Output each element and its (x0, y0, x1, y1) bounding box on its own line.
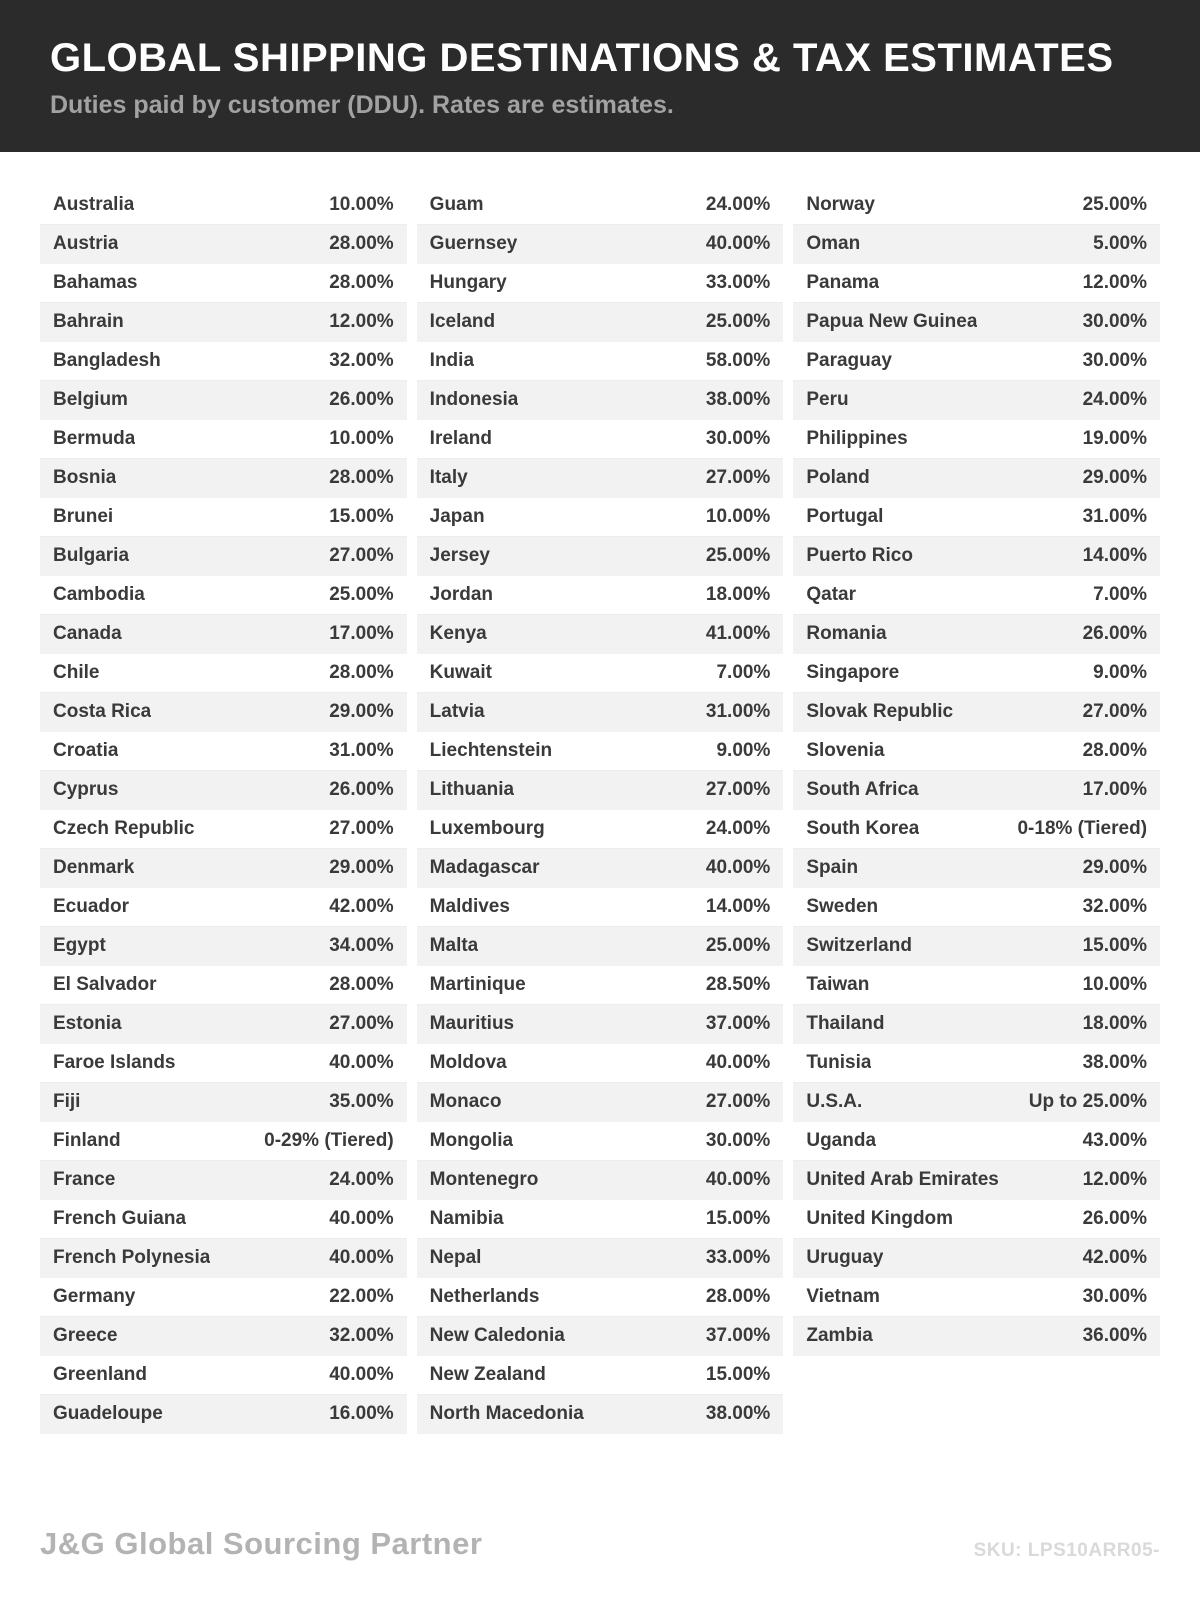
country-name: Maldives (429, 896, 510, 917)
tax-rate: 24.00% (1082, 389, 1148, 410)
country-name: Martinique (429, 974, 526, 995)
country-name: Malta (429, 935, 479, 956)
table-row (40, 1005, 407, 1044)
country-name: Latvia (429, 701, 485, 722)
tax-rate: 25.00% (1082, 194, 1148, 215)
table-row (417, 1278, 784, 1317)
table-row (40, 420, 407, 459)
tax-rate: 0-18% (Tiered) (1017, 818, 1148, 839)
tax-rate: 24.00% (705, 194, 771, 215)
country-name: Uganda (806, 1130, 877, 1151)
country-name: Czech Republic (53, 818, 195, 839)
tax-rate: 17.00% (329, 623, 394, 644)
country-name: Guam (429, 194, 484, 215)
table-row (793, 1161, 1160, 1200)
tax-rate: 15.00% (705, 1208, 771, 1229)
tax-rate: 30.00% (1082, 311, 1148, 332)
country-name: Croatia (53, 740, 119, 761)
country-name: Peru (806, 389, 849, 410)
country-name: New Caledonia (429, 1325, 565, 1346)
table-row (40, 1356, 407, 1395)
country-name: Norway (806, 194, 875, 215)
country-name: Bermuda (53, 428, 136, 449)
country-name: Thailand (806, 1013, 885, 1034)
tax-rate: 29.00% (1082, 467, 1148, 488)
country-name: Cambodia (53, 584, 145, 605)
country-name: Guernsey (429, 233, 518, 254)
country-name: Switzerland (806, 935, 912, 956)
table-row (417, 420, 784, 459)
table-row (793, 459, 1160, 498)
table-row (40, 966, 407, 1005)
table-row (40, 927, 407, 966)
page-title: GLOBAL SHIPPING DESTINATIONS & TAX ESTIMATES (50, 36, 1114, 80)
country-name: Slovenia (806, 740, 885, 761)
table-row (417, 732, 784, 771)
table-row (40, 1200, 407, 1239)
rates-table (40, 186, 1160, 1434)
country-name: Qatar (806, 584, 856, 605)
country-name: Namibia (429, 1208, 504, 1229)
tax-rate: 35.00% (329, 1091, 394, 1112)
table-row (40, 654, 407, 693)
rates-column-1 (40, 186, 407, 1434)
table-row (417, 693, 784, 732)
table-row (417, 576, 784, 615)
tax-rate: 38.00% (705, 389, 771, 410)
tax-rate: 14.00% (1082, 545, 1148, 566)
country-name: Hungary (429, 272, 507, 293)
tax-rate: 27.00% (329, 818, 394, 839)
tax-rate: 28.00% (329, 233, 394, 254)
country-name: Bahrain (53, 311, 124, 332)
table-row (417, 264, 784, 303)
country-name: Kenya (429, 623, 487, 644)
tax-rate: 31.00% (705, 701, 771, 722)
country-name: Panama (806, 272, 880, 293)
table-row (417, 225, 784, 264)
table-row (793, 1005, 1160, 1044)
country-name: Monaco (429, 1091, 502, 1112)
tax-rate: 30.00% (705, 428, 771, 449)
table-row (417, 810, 784, 849)
country-name: Bahamas (53, 272, 138, 293)
country-name: French Guiana (53, 1208, 187, 1229)
table-row (40, 303, 407, 342)
table-row (793, 654, 1160, 693)
table-row (793, 615, 1160, 654)
tax-rate: 28.00% (329, 467, 394, 488)
tax-rate: 40.00% (705, 857, 771, 878)
table-row (793, 225, 1160, 264)
country-name: Zambia (806, 1325, 873, 1346)
tax-rate: 32.00% (1082, 896, 1148, 917)
country-name: Indonesia (429, 389, 519, 410)
country-name: Nepal (429, 1247, 482, 1268)
country-name: Singapore (806, 662, 900, 683)
table-row (417, 615, 784, 654)
country-name: Iceland (429, 311, 496, 332)
table-row (40, 1239, 407, 1278)
tax-rate: 40.00% (329, 1052, 394, 1073)
tax-rate: 25.00% (329, 584, 394, 605)
country-name: Bangladesh (53, 350, 161, 371)
header (0, 0, 1200, 152)
tax-rate: 29.00% (329, 857, 394, 878)
country-name: Germany (53, 1286, 136, 1307)
tax-rate: 58.00% (705, 350, 771, 371)
tax-rate: 10.00% (329, 428, 394, 449)
tax-rate: 15.00% (705, 1364, 771, 1385)
country-name: Slovak Republic (806, 701, 954, 722)
tax-rate: 18.00% (705, 584, 771, 605)
table-row (417, 1356, 784, 1395)
tax-rate: 36.00% (1082, 1325, 1148, 1346)
country-name: Philippines (806, 428, 908, 449)
country-name: Italy (429, 467, 468, 488)
country-name: Finland (53, 1130, 121, 1151)
country-name: Kuwait (429, 662, 492, 683)
country-name: Jordan (429, 584, 494, 605)
country-name: Poland (806, 467, 870, 488)
table-row (40, 1083, 407, 1122)
tax-rate: 28.00% (329, 974, 394, 995)
table-row (793, 381, 1160, 420)
tax-rate: 42.00% (1082, 1247, 1148, 1268)
country-name: Ireland (429, 428, 492, 449)
country-name: Uruguay (806, 1247, 884, 1268)
tax-rate: 30.00% (705, 1130, 771, 1151)
table-row (40, 849, 407, 888)
tax-rate: 28.00% (329, 662, 394, 683)
country-name: Madagascar (429, 857, 540, 878)
country-name: Ecuador (53, 896, 130, 917)
table-row (793, 849, 1160, 888)
table-row (40, 810, 407, 849)
table-row (40, 888, 407, 927)
tax-rate: 24.00% (705, 818, 771, 839)
tax-rate: 43.00% (1082, 1130, 1148, 1151)
table-row (793, 303, 1160, 342)
tax-rate: 10.00% (329, 194, 394, 215)
country-name: Tunisia (806, 1052, 872, 1073)
tax-rate: 14.00% (705, 896, 771, 917)
tax-rate: 40.00% (705, 1169, 771, 1190)
table-row (417, 927, 784, 966)
table-row (40, 1278, 407, 1317)
country-name: Fiji (53, 1091, 81, 1112)
country-name: French Polynesia (53, 1247, 211, 1268)
country-name: Austria (53, 233, 119, 254)
table-row (417, 498, 784, 537)
tax-rate: 25.00% (705, 935, 771, 956)
country-name: Bosnia (53, 467, 117, 488)
table-row (793, 498, 1160, 537)
table-row (417, 966, 784, 1005)
table-row (793, 576, 1160, 615)
table-row (793, 966, 1160, 1005)
table-row (793, 888, 1160, 927)
tax-rate: 27.00% (705, 1091, 771, 1112)
country-name: Portugal (806, 506, 884, 527)
country-name: Australia (53, 194, 135, 215)
table-row (40, 576, 407, 615)
tax-rate: 5.00% (1093, 233, 1148, 254)
country-name: Faroe Islands (53, 1052, 176, 1073)
table-row (40, 1122, 407, 1161)
tax-rate: 12.00% (1082, 272, 1148, 293)
tax-rate: 27.00% (1082, 701, 1148, 722)
table-row (417, 654, 784, 693)
table-row (793, 771, 1160, 810)
table-row (417, 459, 784, 498)
tax-rate: 29.00% (1082, 857, 1148, 878)
table-row (417, 1239, 784, 1278)
tax-rate: 27.00% (705, 467, 771, 488)
table-row (793, 264, 1160, 303)
rates-column-2 (417, 186, 784, 1434)
country-name: Mongolia (429, 1130, 514, 1151)
country-name: Netherlands (429, 1286, 540, 1307)
table-row (417, 186, 784, 225)
tax-rate: 10.00% (1082, 974, 1148, 995)
tax-rate: 26.00% (1082, 1208, 1148, 1229)
tax-rate: 27.00% (705, 779, 771, 800)
country-name: India (429, 350, 475, 371)
country-name: Vietnam (806, 1286, 880, 1307)
table-row (40, 615, 407, 654)
tax-rate: 26.00% (1082, 623, 1148, 644)
tax-rate: 15.00% (1082, 935, 1148, 956)
country-name: Estonia (53, 1013, 122, 1034)
tax-rate: 27.00% (329, 1013, 394, 1034)
country-name: Sweden (806, 896, 879, 917)
table-row (417, 537, 784, 576)
table-row (793, 342, 1160, 381)
table-row (793, 537, 1160, 576)
country-name: South Africa (806, 779, 919, 800)
tax-rate: 34.00% (329, 935, 394, 956)
tax-rate: 26.00% (329, 389, 394, 410)
tax-rate: 28.00% (705, 1286, 771, 1307)
table-row (40, 1395, 407, 1434)
table-row (40, 186, 407, 225)
tax-rate: 28.00% (329, 272, 394, 293)
tax-rate: 26.00% (329, 779, 394, 800)
country-name: United Arab Emirates (806, 1169, 999, 1190)
brand-name: J&G Global Sourcing Partner (40, 1526, 483, 1561)
table-row (40, 1044, 407, 1083)
tax-rate: 17.00% (1082, 779, 1148, 800)
tax-rate: 7.00% (1093, 584, 1148, 605)
table-row (40, 498, 407, 537)
table-row (40, 381, 407, 420)
table-row (417, 1200, 784, 1239)
table-row (417, 1044, 784, 1083)
table-row (417, 342, 784, 381)
country-name: Brunei (53, 506, 114, 527)
country-name: Lithuania (429, 779, 515, 800)
tax-rate: 33.00% (705, 1247, 771, 1268)
footer (0, 1526, 1200, 1600)
tax-rate: 32.00% (329, 1325, 394, 1346)
tax-rate: 9.00% (716, 740, 771, 761)
tax-rate: 16.00% (329, 1403, 394, 1424)
table-row (793, 1122, 1160, 1161)
table-row (40, 225, 407, 264)
tax-rate: 42.00% (329, 896, 394, 917)
table-row (417, 771, 784, 810)
table-row (40, 771, 407, 810)
table-row (793, 810, 1160, 849)
country-name: Moldova (429, 1052, 507, 1073)
table-row (793, 1044, 1160, 1083)
country-name: Egypt (53, 935, 106, 956)
country-name: South Korea (806, 818, 920, 839)
tax-rate: 40.00% (329, 1247, 394, 1268)
table-row (417, 381, 784, 420)
country-name: Puerto Rico (806, 545, 913, 566)
tax-rate: 10.00% (705, 506, 771, 527)
tax-rate: 40.00% (329, 1364, 394, 1385)
country-name: Jersey (429, 545, 490, 566)
tax-rate: 15.00% (329, 506, 394, 527)
tax-rate: 29.00% (329, 701, 394, 722)
country-name: Mauritius (429, 1013, 515, 1034)
table-row (417, 1317, 784, 1356)
tax-rate: 24.00% (329, 1169, 394, 1190)
table-row (417, 888, 784, 927)
sku-label: SKU: LPS10ARR05- (973, 1540, 1160, 1561)
country-name: France (53, 1169, 116, 1190)
country-name: Canada (53, 623, 122, 644)
country-name: Romania (806, 623, 887, 644)
page-subtitle: Duties paid by customer (DDU). Rates are estimates. (50, 91, 674, 119)
country-name: Spain (806, 857, 859, 878)
country-name: Luxembourg (429, 818, 545, 839)
country-name: U.S.A. (806, 1091, 863, 1112)
country-name: Oman (806, 233, 861, 254)
tax-rate: 28.50% (705, 974, 771, 995)
tax-rate: 40.00% (705, 1052, 771, 1073)
tax-rate: 28.00% (1082, 740, 1148, 761)
tax-rate: 27.00% (329, 545, 394, 566)
country-name: Bulgaria (53, 545, 130, 566)
tax-rate: 38.00% (1082, 1052, 1148, 1073)
tax-rate: 40.00% (705, 233, 771, 254)
table-row (793, 732, 1160, 771)
tax-rate: 38.00% (705, 1403, 771, 1424)
country-name: North Macedonia (429, 1403, 584, 1424)
tax-rate: 40.00% (329, 1208, 394, 1229)
table-row (793, 420, 1160, 459)
table-row (40, 342, 407, 381)
tax-rate: 12.00% (329, 311, 394, 332)
table-row (793, 1239, 1160, 1278)
table-row (417, 1161, 784, 1200)
table-row (40, 1317, 407, 1356)
table-row (417, 849, 784, 888)
table-row (40, 537, 407, 576)
tax-rate: 9.00% (1093, 662, 1148, 683)
tax-rate: 31.00% (329, 740, 394, 761)
tax-rate: Up to 25.00% (1028, 1091, 1148, 1112)
tax-rate: 18.00% (1082, 1013, 1148, 1034)
tax-rate: 37.00% (705, 1013, 771, 1034)
country-name: United Kingdom (806, 1208, 954, 1229)
country-name: Greece (53, 1325, 118, 1346)
country-name: Costa Rica (53, 701, 152, 722)
country-name: Taiwan (806, 974, 870, 995)
table-row (793, 186, 1160, 225)
country-name: Montenegro (429, 1169, 539, 1190)
table-row (40, 693, 407, 732)
tax-rate: 12.00% (1082, 1169, 1148, 1190)
country-name: New Zealand (429, 1364, 546, 1385)
country-name: Guadeloupe (53, 1403, 163, 1424)
rates-column-3 (793, 186, 1160, 1356)
tax-rate: 19.00% (1082, 428, 1148, 449)
tax-rate: 0-29% (Tiered) (264, 1130, 394, 1151)
tax-rate: 41.00% (705, 623, 771, 644)
table-row (40, 1161, 407, 1200)
table-row (417, 303, 784, 342)
tax-rate: 33.00% (705, 272, 771, 293)
tax-rate: 37.00% (705, 1325, 771, 1346)
table-row (417, 1395, 784, 1434)
tax-rate: 22.00% (329, 1286, 394, 1307)
country-name: Papua New Guinea (806, 311, 978, 332)
country-name: Liechtenstein (429, 740, 553, 761)
country-name: Denmark (53, 857, 135, 878)
table-row (793, 1200, 1160, 1239)
tax-rate: 30.00% (1082, 1286, 1148, 1307)
table-row (793, 693, 1160, 732)
tax-rate: 32.00% (329, 350, 394, 371)
tax-rate: 25.00% (705, 311, 771, 332)
table-row (40, 732, 407, 771)
table-row (417, 1122, 784, 1161)
country-name: El Salvador (53, 974, 157, 995)
table-row (793, 1278, 1160, 1317)
country-name: Japan (429, 506, 485, 527)
country-name: Greenland (53, 1364, 147, 1385)
tax-rate: 30.00% (1082, 350, 1148, 371)
table-row (40, 459, 407, 498)
table-row (417, 1083, 784, 1122)
tax-rate: 31.00% (1082, 506, 1148, 527)
table-row (793, 1317, 1160, 1356)
country-name: Cyprus (53, 779, 119, 800)
country-name: Chile (53, 662, 100, 683)
tax-rate: 7.00% (716, 662, 771, 683)
tax-rate: 25.00% (705, 545, 771, 566)
country-name: Belgium (53, 389, 128, 410)
country-name: Paraguay (806, 350, 892, 371)
table-row (793, 927, 1160, 966)
table-row (417, 1005, 784, 1044)
table-row (793, 1083, 1160, 1122)
table-row (40, 264, 407, 303)
